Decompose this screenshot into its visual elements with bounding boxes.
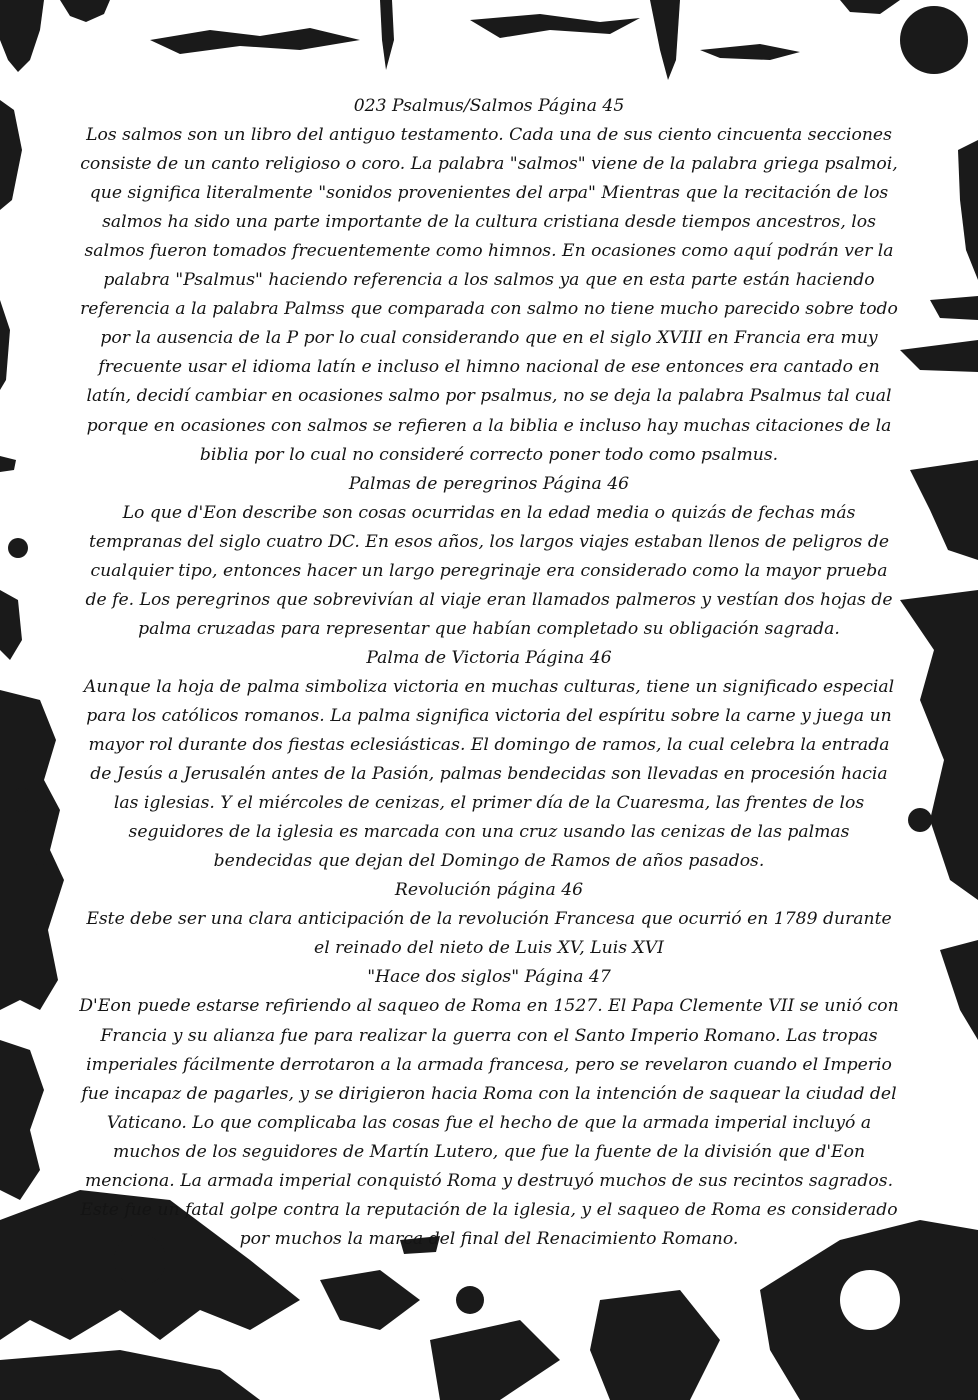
document-text: [78, 92, 900, 1254]
section-heading-hace-dos-siglos: "Hace dos siglos" Página 47: [367, 967, 611, 988]
section-body-hace-dos-siglos: D'Eon puede estarse refiriendo al saqueo de Roma en 1527. El Papa Clemente VII se unió con Francia y su alianza fue para realizar la guerra con el Santo Imperio Romano. Las tropas imperiales fácilmente derrotaron a la armada francesa, pero se revelaron cuando el Imperio fue incapaz de pagarles, y se dirigieron hacia Roma con la intención de saquear la ciudad del Vaticano. Lo que complicaba las cosas fue el hecho de que la armada imperial incluyó a muchos de los seguidores de Martín Lutero, que fue la fuente de la división que d'Eon menciona. La armada imperial conquistó Roma y destruyó muchos de sus recintos sagrados. Este fue un fatal golpe contra la reputación de la iglesia, y el saqueo de Roma es considerado por muchos la marca del final del Renacimiento Romano.: [79, 996, 899, 1249]
section-heading-revolucion: Revolución página 46: [394, 880, 584, 901]
section-body-revolucion: Este debe ser una clara anticipación de la revolución Francesa que ocurrió en 1789 durante el reinado del nieto de Luis XV, Luis XVI: [86, 909, 892, 959]
section-heading-palma-victoria: Palma de Victoria Página 46: [366, 647, 612, 668]
section-heading-psalmus: 023 Psalmus/Salmos Página 45: [353, 96, 625, 116]
section-heading-palmas-peregrinos: Palmas de peregrinos Página 46: [348, 473, 630, 494]
section-body-palmas-peregrinos: Lo que d'Eon describe son cosas ocurridas en la edad media o quizás de fechas más tempranas del siglo cuatro DC. En esos años, los largos viajes estaban llenos de peligros de cualquier tipo, entonces hacer un largo peregrinaje era considerado como la mayor prueba de fe. Los peregrinos que sobrevivían al viaje eran llamados palmeros y vestían dos hojas de palma cruzadas para representar que habían completado su obligación sagrada.: [85, 502, 893, 639]
section-body-psalmus: Los salmos son un libro del antiguo testamento. Cada una de sus ciento cincuenta secciones consiste de un canto religioso o coro. La palabra "salmos" viene de la palabra griega psalmoi, que significa literalmente "sonidos provenientes del arpa" Mientras que la recitación de los salmos ha sido una parte importante de la cultura cristiana desde tiempos ancestros, los salmos fueron tomados frecuentemente como himnos. En ocasiones como aquí podrán ver la palabra "Psalmus" haciendo referencia a los salmos ya que en esta parte están haciendo referencia a la palabra Palmss que comparada con salmo no tiene mucho parecido sobre todo por la ausencia de la P por lo cual considerando que en el siglo XVIII en Francia era muy frecuente usar el idioma latín e incluso el himno nacional de ese entonces era cantado en latín, decidí cambiar en ocasiones salmo por psalmus, no se deja la palabra Psalmus tal cual porque en ocasiones con salmos se refieren a la biblia e incluso hay muchas citaciones de la biblia por lo cual no consideré correcto poner todo como psalmus.: [80, 125, 898, 465]
section-body-palma-victoria: Aunque la hoja de palma simboliza victoria en muchas culturas, tiene un significado especial para los católicos romanos. La palma significa victoria del espíritu sobre la carne y juega un mayor rol durante dos fiestas eclesiásticas. El domingo de ramos, la cual celebra la entrada de Jesús a Jerusalén antes de la Pasión, palmas bendecidas son llevadas en procesión hacia las iglesias. Y el miércoles de cenizas, el primer día de la Cuaresma, las frentes de los seguidores de la iglesia es marcada con una cruz usando las cenizas de las palmas bendecidas que dejan del Domingo de Ramos de años pasados.: [83, 676, 895, 872]
